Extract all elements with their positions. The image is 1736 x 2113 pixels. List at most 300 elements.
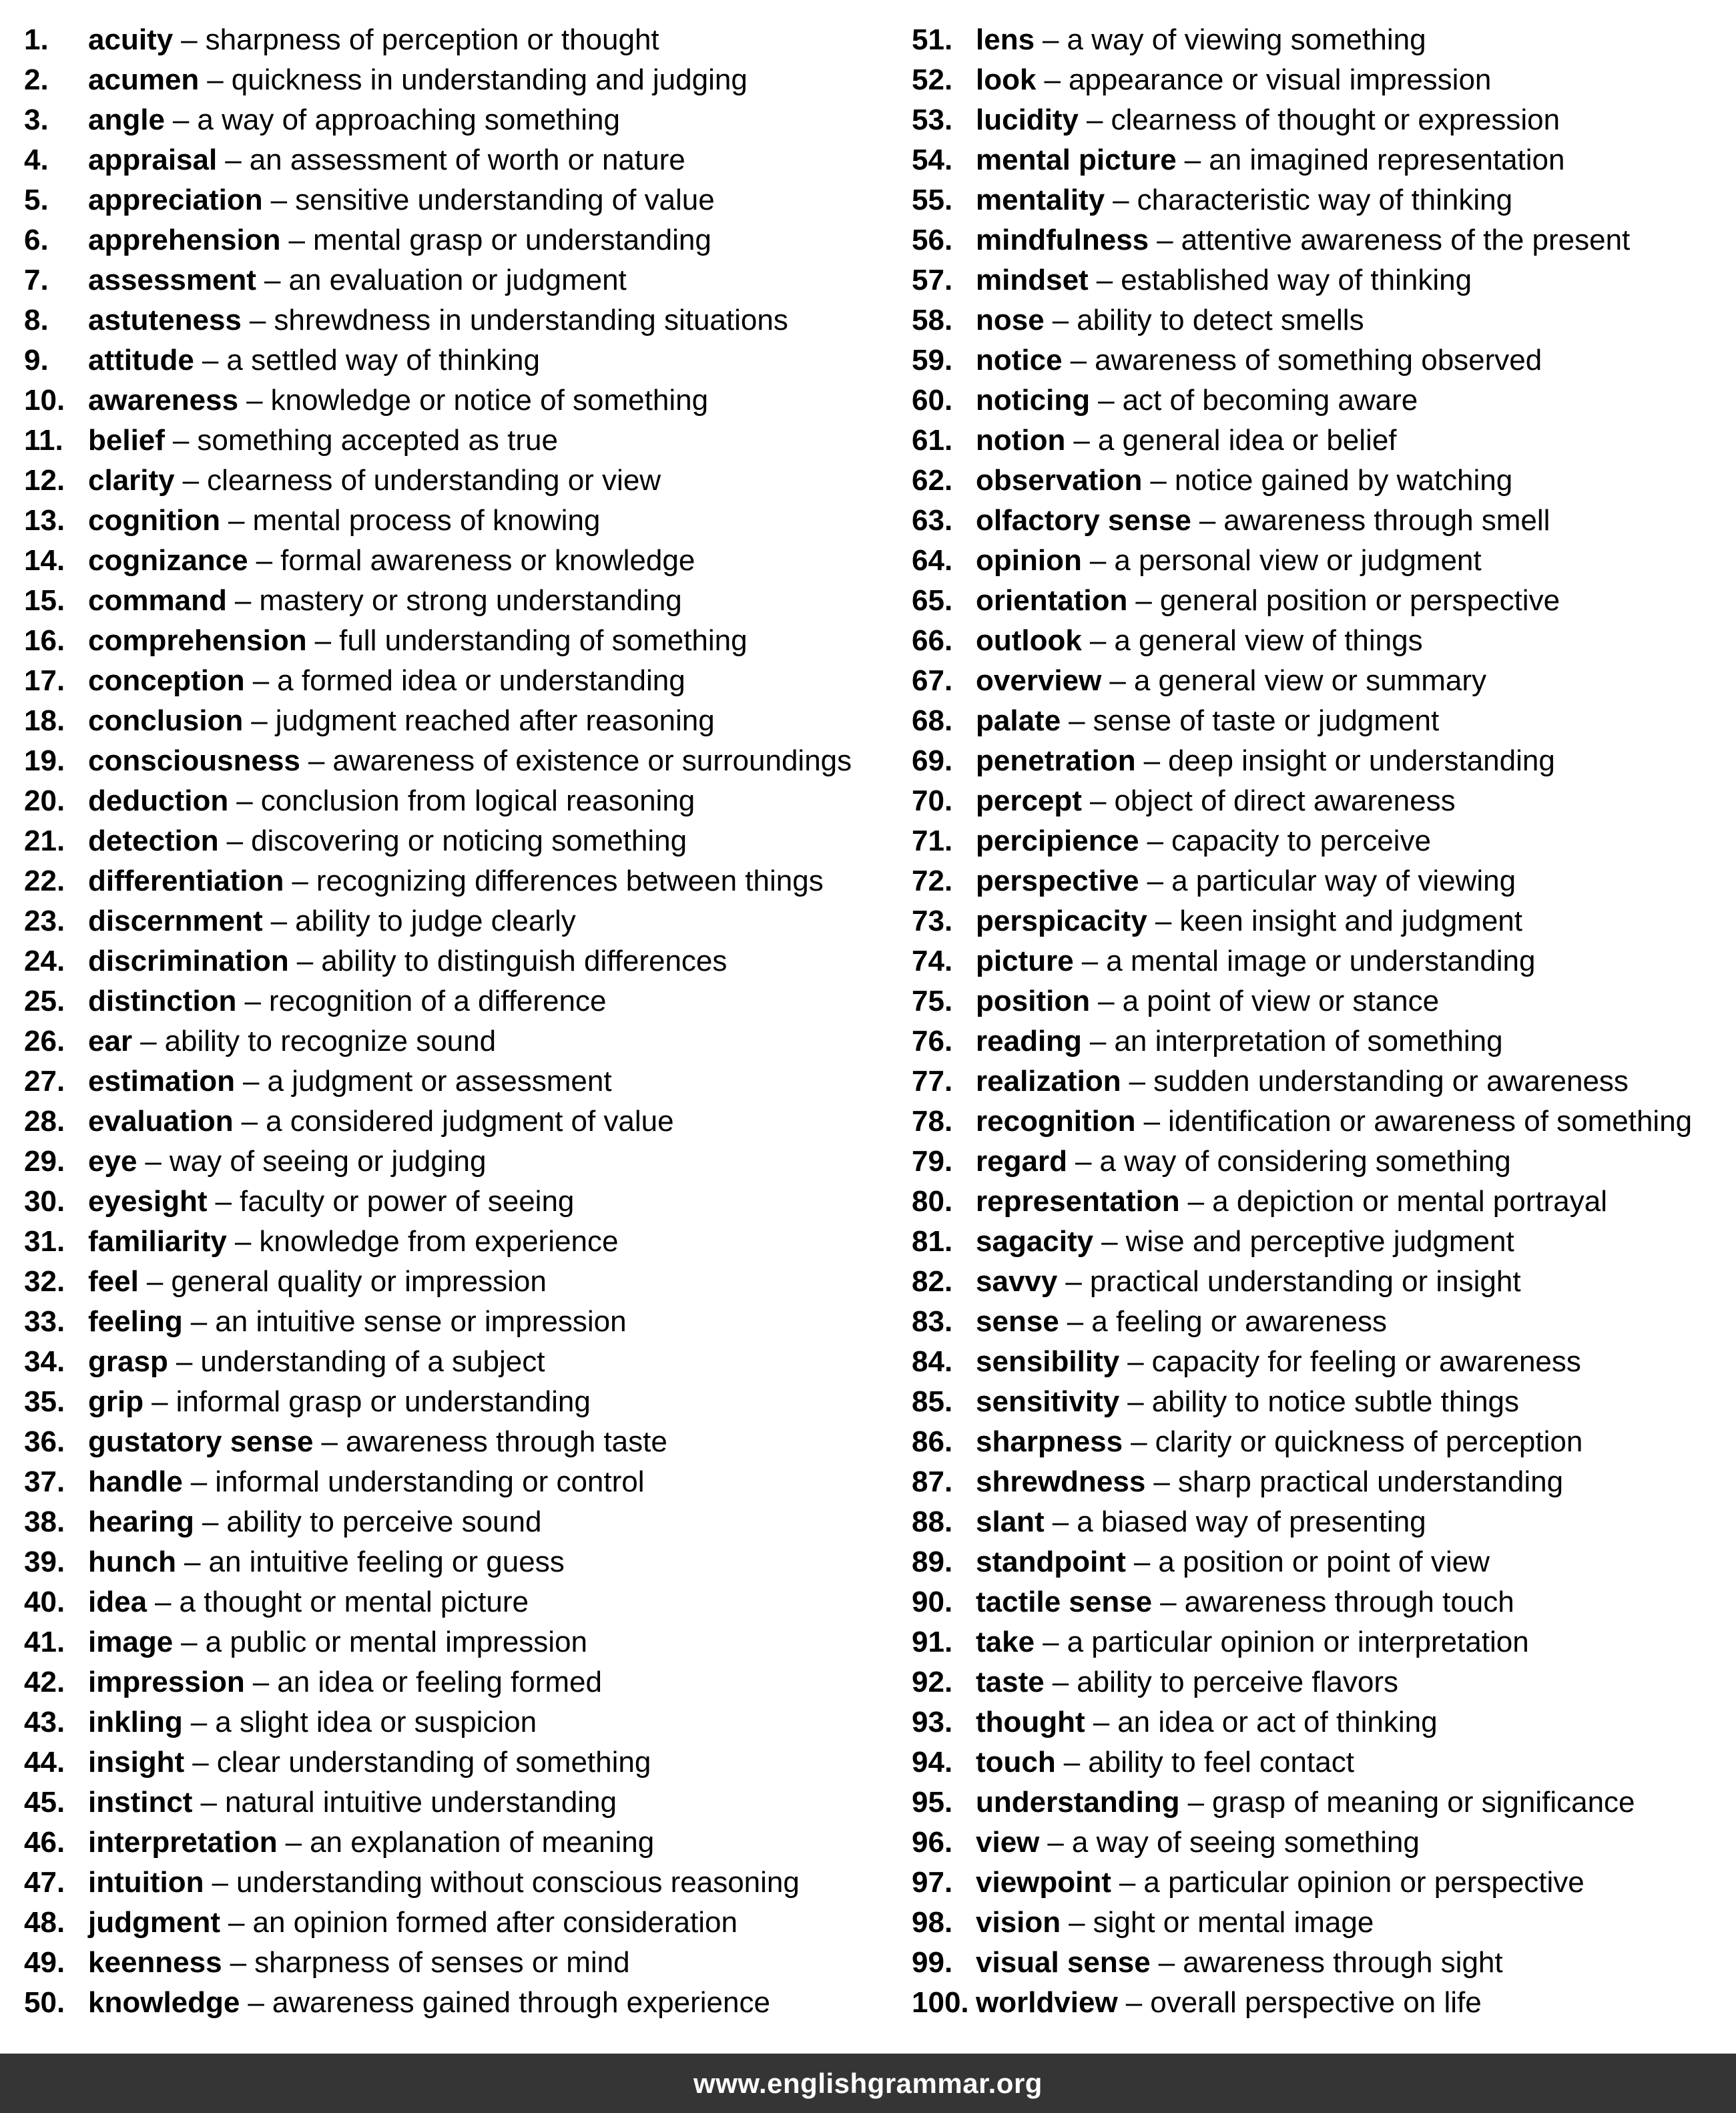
- item-separator: –: [1096, 264, 1113, 296]
- item-separator: –: [140, 1025, 157, 1058]
- item-definition: mental process of knowing: [252, 504, 601, 537]
- list-item: [912, 300, 1733, 340]
- item-term: idea: [88, 1586, 148, 1618]
- item-separator: –: [308, 744, 325, 777]
- item-term: conclusion: [88, 704, 244, 737]
- item-number: 36.: [24, 1425, 65, 1458]
- item-number: 9.: [24, 344, 49, 377]
- list-item: [912, 1823, 1733, 1863]
- item-definition: a judgment or assessment: [267, 1065, 612, 1098]
- item-separator: –: [264, 264, 281, 296]
- item-number: 47.: [24, 1866, 65, 1899]
- item-separator: –: [1073, 424, 1090, 457]
- item-separator: –: [1089, 1025, 1107, 1058]
- item-term: nose: [976, 304, 1045, 336]
- item-term: vision: [976, 1906, 1061, 1939]
- item-definition: identification or awareness of something: [1168, 1105, 1693, 1138]
- item-separator: –: [1155, 905, 1172, 937]
- item-definition: a depiction or mental portrayal: [1212, 1185, 1607, 1218]
- item-term: evaluation: [88, 1105, 234, 1138]
- item-term: lucidity: [976, 103, 1079, 136]
- item-number: 48.: [24, 1906, 65, 1939]
- list-item: [24, 1823, 885, 1863]
- item-definition: ability to judge clearly: [295, 905, 576, 937]
- item-number: 65.: [912, 584, 953, 617]
- item-term: recognition: [976, 1105, 1136, 1138]
- item-term: discrimination: [88, 945, 289, 977]
- list-item: [912, 1262, 1733, 1302]
- item-definition: an idea or act of thinking: [1117, 1706, 1438, 1738]
- item-number: 41.: [24, 1626, 65, 1658]
- item-separator: –: [1089, 544, 1107, 577]
- item-number: 44.: [24, 1746, 65, 1779]
- item-separator: –: [181, 1626, 198, 1658]
- item-term: olfactory sense: [976, 504, 1191, 537]
- item-number: 68.: [912, 704, 953, 737]
- list-item: [912, 1502, 1733, 1542]
- item-number: 77.: [912, 1065, 953, 1098]
- item-separator: –: [1043, 1626, 1059, 1658]
- item-definition: appearance or visual impression: [1068, 63, 1492, 96]
- item-definition: a considered judgment of value: [266, 1105, 674, 1138]
- item-number: 42.: [24, 1666, 65, 1698]
- item-definition: a biased way of presenting: [1077, 1505, 1426, 1538]
- item-definition: understanding without conscious reasoning: [236, 1866, 800, 1899]
- item-term: discernment: [88, 905, 263, 937]
- item-definition: a mental image or understanding: [1106, 945, 1536, 977]
- item-separator: –: [1089, 784, 1107, 817]
- item-number: 60.: [912, 384, 953, 417]
- item-term: take: [976, 1626, 1035, 1658]
- item-definition: a thought or mental picture: [179, 1586, 529, 1618]
- item-term: acuity: [88, 23, 174, 56]
- item-separator: –: [1069, 704, 1085, 737]
- list-item: [24, 1783, 885, 1823]
- item-definition: a position or point of view: [1158, 1546, 1490, 1578]
- item-number: 39.: [24, 1546, 65, 1578]
- list-item: [24, 1262, 885, 1302]
- list-item: [24, 661, 885, 701]
- item-separator: –: [292, 865, 308, 897]
- item-definition: an explanation of meaning: [310, 1826, 655, 1859]
- list-item: [24, 20, 885, 60]
- item-term: hunch: [88, 1546, 176, 1578]
- item-term: angle: [88, 103, 165, 136]
- item-definition: a slight idea or suspicion: [215, 1706, 537, 1738]
- item-separator: –: [145, 1145, 162, 1178]
- item-separator: –: [181, 23, 198, 56]
- item-definition: awareness through sight: [1183, 1946, 1503, 1979]
- list-item: [912, 861, 1733, 901]
- item-separator: –: [1147, 865, 1164, 897]
- item-term: mentality: [976, 184, 1105, 216]
- item-separator: –: [296, 945, 314, 977]
- item-number: 91.: [912, 1626, 953, 1658]
- item-separator: –: [1093, 1706, 1110, 1738]
- item-number: 34.: [24, 1345, 65, 1378]
- list-item: [24, 100, 885, 140]
- list-item: [912, 1102, 1733, 1142]
- item-term: keenness: [88, 1946, 222, 1979]
- item-definition: an opinion formed after consideration: [252, 1906, 738, 1939]
- list-item: [24, 741, 885, 781]
- item-separator: –: [146, 1265, 164, 1298]
- list-item: [912, 340, 1733, 381]
- item-term: eye: [88, 1145, 137, 1178]
- item-separator: –: [244, 985, 261, 1017]
- item-definition: full understanding of something: [339, 624, 748, 657]
- item-separator: –: [202, 344, 219, 377]
- item-definition: keen insight and judgment: [1179, 905, 1522, 937]
- item-number: 28.: [24, 1105, 65, 1138]
- item-term: belief: [88, 424, 165, 457]
- item-definition: an imagined representation: [1209, 144, 1565, 176]
- item-separator: –: [190, 1706, 208, 1738]
- item-definition: an assessment of worth or nature: [249, 144, 685, 176]
- item-separator: –: [1070, 344, 1087, 377]
- item-definition: a general view of things: [1114, 624, 1423, 657]
- item-term: mindset: [976, 264, 1089, 296]
- item-separator: –: [225, 144, 242, 176]
- item-number: 58.: [912, 304, 953, 336]
- item-number: 69.: [912, 744, 953, 777]
- item-term: orientation: [976, 584, 1128, 617]
- item-definition: clear understanding of something: [216, 1746, 651, 1779]
- item-term: penetration: [976, 744, 1136, 777]
- item-number: 61.: [912, 424, 953, 457]
- item-definition: ability to feel contact: [1088, 1746, 1354, 1779]
- list-item: [24, 1062, 885, 1102]
- item-term: instinct: [88, 1786, 193, 1819]
- item-definition: awareness gained through experience: [272, 1986, 770, 2019]
- item-definition: clarity or quickness of perception: [1155, 1425, 1583, 1458]
- item-separator: –: [236, 784, 253, 817]
- item-term: sensibility: [976, 1345, 1120, 1378]
- list-item: [912, 1382, 1733, 1422]
- list-item: [24, 541, 885, 581]
- list-item: [24, 501, 885, 541]
- item-separator: –: [226, 825, 244, 857]
- item-number: 1.: [24, 23, 49, 56]
- item-number: 74.: [912, 945, 953, 977]
- item-number: 76.: [912, 1025, 953, 1058]
- list-item: [24, 421, 885, 461]
- item-number: 82.: [912, 1265, 953, 1298]
- item-number: 64.: [912, 544, 953, 577]
- item-definition: awareness of something observed: [1095, 344, 1542, 377]
- item-number: 30.: [24, 1185, 65, 1218]
- item-definition: awareness through touch: [1184, 1586, 1514, 1618]
- item-term: perspicacity: [976, 905, 1147, 937]
- item-number: 88.: [912, 1505, 953, 1538]
- item-term: detection: [88, 825, 219, 857]
- list-item: [912, 541, 1733, 581]
- item-term: look: [976, 63, 1037, 96]
- list-item: [912, 180, 1733, 220]
- item-term: noticing: [976, 384, 1091, 417]
- item-number: 8.: [24, 304, 49, 336]
- item-number: 71.: [912, 825, 953, 857]
- list-item: [912, 1342, 1733, 1382]
- item-separator: –: [228, 504, 245, 537]
- item-separator: –: [1127, 1345, 1144, 1378]
- item-separator: –: [212, 1866, 228, 1899]
- item-term: visual sense: [976, 1946, 1151, 1979]
- item-number: 35.: [24, 1385, 65, 1418]
- item-definition: a feeling or awareness: [1091, 1305, 1387, 1338]
- item-number: 79.: [912, 1145, 953, 1178]
- item-definition: understanding of a subject: [200, 1345, 545, 1378]
- item-term: assessment: [88, 264, 256, 296]
- list-item: [912, 1742, 1733, 1783]
- item-definition: sensitive understanding of value: [295, 184, 715, 216]
- item-term: cognition: [88, 504, 220, 537]
- item-separator: –: [1160, 1586, 1177, 1618]
- item-number: 7.: [24, 264, 49, 296]
- item-separator: –: [1158, 1946, 1175, 1979]
- item-number: 81.: [912, 1225, 953, 1258]
- item-separator: –: [190, 1305, 208, 1338]
- list-item: [912, 1021, 1733, 1062]
- item-separator: –: [1129, 1065, 1146, 1098]
- item-definition: faculty or power of seeing: [240, 1185, 575, 1218]
- list-item: [24, 1702, 885, 1742]
- item-number: 40.: [24, 1586, 65, 1618]
- item-term: grip: [88, 1385, 144, 1418]
- item-definition: a settled way of thinking: [226, 344, 540, 377]
- item-term: judgment: [88, 1906, 220, 1939]
- item-number: 46.: [24, 1826, 65, 1859]
- list-item: [24, 1462, 885, 1502]
- item-number: 97.: [912, 1866, 953, 1899]
- item-definition: practical understanding or insight: [1089, 1265, 1521, 1298]
- item-separator: –: [1065, 1265, 1082, 1298]
- list-item: [912, 821, 1733, 861]
- item-number: 24.: [24, 945, 65, 977]
- item-term: feel: [88, 1265, 139, 1298]
- item-term: outlook: [976, 624, 1082, 657]
- list-item: [912, 1422, 1733, 1462]
- list-item: [24, 1021, 885, 1062]
- item-definition: a way of viewing something: [1067, 23, 1426, 56]
- item-separator: –: [228, 1906, 245, 1939]
- item-definition: ability to detect smells: [1077, 304, 1364, 336]
- item-term: comprehension: [88, 624, 307, 657]
- item-number: 6.: [24, 224, 49, 256]
- item-separator: –: [152, 1385, 168, 1418]
- list-item: [912, 1622, 1733, 1662]
- list-item: [24, 701, 885, 741]
- item-separator: –: [1089, 624, 1107, 657]
- item-term: touch: [976, 1746, 1056, 1779]
- list-item: [24, 901, 885, 941]
- list-item: [912, 381, 1733, 421]
- item-separator: –: [1069, 1906, 1085, 1939]
- item-number: 90.: [912, 1586, 953, 1618]
- item-separator: –: [1052, 1505, 1069, 1538]
- item-definition: sharpness of senses or mind: [254, 1946, 630, 1979]
- item-separator: –: [1044, 63, 1061, 96]
- list-item: [912, 981, 1733, 1021]
- item-definition: deep insight or understanding: [1168, 744, 1555, 777]
- item-term: deduction: [88, 784, 229, 817]
- list-item: [912, 1462, 1733, 1502]
- item-number: 22.: [24, 865, 65, 897]
- item-separator: –: [321, 1425, 338, 1458]
- item-separator: –: [285, 1826, 302, 1859]
- item-definition: knowledge from experience: [259, 1225, 619, 1258]
- item-term: conception: [88, 664, 245, 697]
- item-number: 25.: [24, 985, 65, 1017]
- list-item: [24, 340, 885, 381]
- item-separator: –: [234, 1225, 252, 1258]
- item-number: 55.: [912, 184, 953, 216]
- item-number: 3.: [24, 103, 49, 136]
- item-separator: –: [1075, 1145, 1092, 1178]
- item-number: 33.: [24, 1305, 65, 1338]
- item-separator: –: [1113, 184, 1129, 216]
- item-definition: awareness through smell: [1223, 504, 1550, 537]
- item-definition: recognizing differences between things: [316, 865, 824, 897]
- item-term: attitude: [88, 344, 194, 377]
- item-separator: –: [246, 384, 263, 417]
- item-definition: judgment reached after reasoning: [275, 704, 715, 737]
- item-definition: notice gained by watching: [1174, 464, 1513, 497]
- item-term: appraisal: [88, 144, 218, 176]
- list-item: [912, 781, 1733, 821]
- item-term: astuteness: [88, 304, 242, 336]
- list-item: [24, 1943, 885, 1983]
- item-definition: shrewdness in understanding situations: [274, 304, 788, 336]
- item-separator: –: [270, 905, 288, 937]
- item-number: 92.: [912, 1666, 953, 1698]
- list-item: [24, 621, 885, 661]
- item-number: 14.: [24, 544, 65, 577]
- list-item: [24, 1863, 885, 1903]
- item-separator: –: [1150, 464, 1167, 497]
- item-number: 49.: [24, 1946, 65, 1979]
- list-item: [24, 1182, 885, 1222]
- item-term: standpoint: [976, 1546, 1126, 1578]
- item-term: distinction: [88, 985, 237, 1017]
- item-term: tactile sense: [976, 1586, 1153, 1618]
- item-number: 16.: [24, 624, 65, 657]
- item-definition: ability to perceive sound: [226, 1505, 542, 1538]
- item-term: worldview: [976, 1986, 1118, 2019]
- item-definition: characteristic way of thinking: [1137, 184, 1513, 216]
- item-term: clarity: [88, 464, 175, 497]
- item-term: opinion: [976, 544, 1082, 577]
- item-separator: –: [249, 304, 266, 336]
- item-number: 94.: [912, 1746, 953, 1779]
- item-definition: established way of thinking: [1121, 264, 1472, 296]
- list-item: [24, 180, 885, 220]
- item-term: appreciation: [88, 184, 263, 216]
- item-number: 86.: [912, 1425, 953, 1458]
- item-definition: a way of considering something: [1099, 1145, 1511, 1178]
- item-definition: awareness through taste: [345, 1425, 667, 1458]
- item-number: 23.: [24, 905, 65, 937]
- item-term: overview: [976, 664, 1102, 697]
- item-definition: ability to perceive flavors: [1077, 1666, 1398, 1698]
- item-term: viewpoint: [976, 1866, 1111, 1899]
- item-term: estimation: [88, 1065, 236, 1098]
- item-number: 63.: [912, 504, 953, 537]
- item-definition: awareness of existence or surroundings: [332, 744, 852, 777]
- item-separator: –: [1143, 744, 1161, 777]
- list-item: [24, 1102, 885, 1142]
- item-definition: an intuitive sense or impression: [215, 1305, 627, 1338]
- item-number: 12.: [24, 464, 65, 497]
- item-separator: –: [1127, 1385, 1144, 1418]
- item-term: sharpness: [976, 1425, 1123, 1458]
- item-term: acumen: [88, 63, 200, 96]
- item-definition: mastery or strong understanding: [259, 584, 682, 617]
- item-number: 19.: [24, 744, 65, 777]
- item-number: 85.: [912, 1385, 953, 1418]
- item-term: insight: [88, 1746, 185, 1779]
- item-term: view: [976, 1826, 1040, 1859]
- item-separator: –: [1157, 224, 1173, 256]
- item-definition: ability to recognize sound: [164, 1025, 497, 1058]
- item-number: 96.: [912, 1826, 953, 1859]
- item-number: 10.: [24, 384, 65, 417]
- list-item: [912, 1542, 1733, 1582]
- item-number: 45.: [24, 1786, 65, 1819]
- item-definition: act of becoming aware: [1122, 384, 1418, 417]
- item-term: interpretation: [88, 1826, 278, 1859]
- list-item: [912, 1062, 1733, 1102]
- item-separator: –: [1133, 1546, 1151, 1578]
- item-term: familiarity: [88, 1225, 227, 1258]
- item-definition: sense of taste or judgment: [1093, 704, 1440, 737]
- item-number: 50.: [24, 1986, 65, 2019]
- item-separator: –: [270, 184, 288, 216]
- item-number: 57.: [912, 264, 953, 296]
- list-item: [24, 941, 885, 981]
- item-term: differentiation: [88, 865, 284, 897]
- item-term: eyesight: [88, 1185, 208, 1218]
- item-separator: –: [251, 704, 268, 737]
- item-term: sagacity: [976, 1225, 1094, 1258]
- item-separator: –: [1187, 1185, 1205, 1218]
- item-number: 59.: [912, 344, 953, 377]
- item-separator: –: [155, 1586, 172, 1618]
- list-item: [912, 701, 1733, 741]
- item-number: 21.: [24, 825, 65, 857]
- item-definition: natural intuitive understanding: [224, 1786, 617, 1819]
- item-term: understanding: [976, 1786, 1180, 1819]
- item-separator: –: [1101, 1225, 1118, 1258]
- item-definition: ability to notice subtle things: [1151, 1385, 1520, 1418]
- item-separator: –: [1043, 23, 1059, 56]
- item-term: ear: [88, 1025, 133, 1058]
- item-number: 29.: [24, 1145, 65, 1178]
- list-item: [912, 1182, 1733, 1222]
- item-separator: –: [1109, 664, 1126, 697]
- item-definition: a general view or summary: [1133, 664, 1487, 697]
- item-term: palate: [976, 704, 1061, 737]
- item-definition: a personal view or judgment: [1114, 544, 1482, 577]
- item-number: 13.: [24, 504, 65, 537]
- list-item: [912, 581, 1733, 621]
- item-definition: wise and perceptive judgment: [1125, 1225, 1514, 1258]
- item-number: 26.: [24, 1025, 65, 1058]
- item-definition: an interpretation of something: [1114, 1025, 1503, 1058]
- item-term: taste: [976, 1666, 1045, 1698]
- item-separator: –: [192, 1746, 209, 1779]
- item-separator: –: [288, 224, 305, 256]
